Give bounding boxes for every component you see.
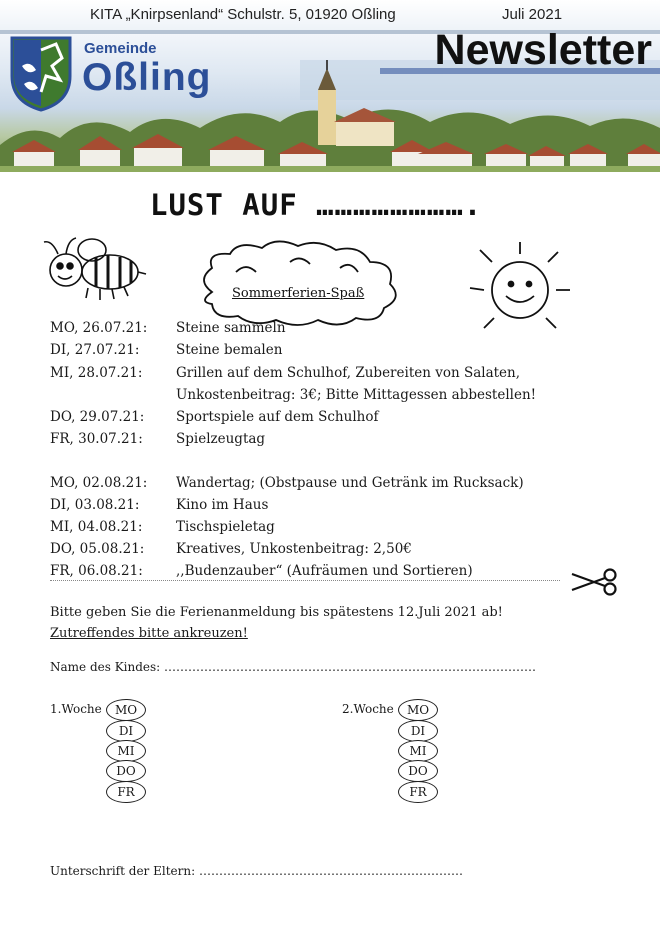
- week-1-day-do[interactable]: DO: [106, 760, 146, 782]
- schedule-day: MO, 26.07.21:: [50, 320, 148, 336]
- schedule-activity: Kreatives, Unkostenbeitrag: 2,50€: [176, 541, 412, 557]
- cut-line: [50, 580, 560, 581]
- schedule-day: MI, 04.08.21:: [50, 519, 143, 535]
- kita-address: KITA „Knirpsenland“ Schulstr. 5, 01920 Oßling: [90, 6, 396, 23]
- schedule-activity: Tischspieletag: [176, 519, 275, 535]
- parent-signature-field[interactable]: Unterschrift der Eltern: …………………………………………………………: [50, 864, 463, 878]
- town-name: Oßling: [82, 56, 212, 99]
- schedule-day: DI, 03.08.21:: [50, 497, 140, 513]
- cloud-icon: [204, 241, 396, 325]
- week-1-day-di[interactable]: DI: [106, 720, 146, 742]
- bee-icon: [44, 238, 146, 300]
- summer-fun-label: Sommerferien-Spaß: [232, 286, 365, 301]
- registration-deadline-note: Bitte geben Sie die Ferienanmeldung bis spätestens 12.Juli 2021 ab!: [50, 605, 503, 620]
- headline: LUST AUF …………………….: [150, 188, 483, 222]
- schedule-activity: Kino im Haus: [176, 497, 269, 513]
- week-2-day-mo[interactable]: MO: [398, 699, 438, 721]
- schedule-day: FR, 06.08.21:: [50, 563, 143, 579]
- week-2-label: 2.Woche: [342, 702, 394, 716]
- schedule-activity: Grillen auf dem Schulhof, Zubereiten von Salaten,: [176, 365, 521, 381]
- top-info-bar: [0, 0, 660, 30]
- week-1-day-mi[interactable]: MI: [106, 740, 146, 762]
- schedule-day: DO, 29.07.21:: [50, 409, 145, 425]
- schedule-activity: Steine sammeln: [176, 320, 286, 336]
- schedule-day: DO, 05.08.21:: [50, 541, 145, 557]
- newsletter-title: Newsletter: [434, 30, 652, 74]
- sun-icon: [470, 242, 570, 328]
- schedule-day: MI, 28.07.21:: [50, 365, 143, 381]
- schedule-activity: Sportspiele auf dem Schulhof: [176, 409, 379, 425]
- week-1-day-fr[interactable]: FR: [106, 781, 146, 803]
- schedule-activity: Wandertag; (Obstpause und Getränk im Rucksack): [176, 475, 524, 491]
- schedule-activity: Spielzeugtag: [176, 431, 266, 447]
- week-1-day-mo[interactable]: MO: [106, 699, 146, 721]
- week-2-day-fr[interactable]: FR: [398, 781, 438, 803]
- scissors-icon: [570, 568, 622, 596]
- town-crest-icon: [10, 36, 72, 112]
- week-1-label: 1.Woche: [50, 702, 102, 716]
- check-instruction: Zutreffendes bitte ankreuzen!: [50, 626, 248, 641]
- week-2-day-di[interactable]: DI: [398, 720, 438, 742]
- schedule-day: DI, 27.07.21:: [50, 342, 140, 358]
- schedule-day: FR, 30.07.21:: [50, 431, 143, 447]
- week-2-day-mi[interactable]: MI: [398, 740, 438, 762]
- issue-date: Juli 2021: [502, 6, 563, 23]
- schedule-activity: Unkostenbeitrag: 3€; Bitte Mittagessen abbestellen!: [176, 387, 537, 403]
- schedule-activity: ,,Budenzauber“ (Aufräumen und Sortieren): [176, 563, 473, 579]
- schedule-activity: Steine bemalen: [176, 342, 283, 358]
- gemeinde-label: Gemeinde: [84, 40, 157, 57]
- child-name-field[interactable]: Name des Kindes: …………………………………………………………………………………: [50, 660, 537, 674]
- week-2-day-do[interactable]: DO: [398, 760, 438, 782]
- doodle-illustrations: [0, 232, 660, 332]
- newsletter-banner: [0, 30, 660, 172]
- schedule-day: MO, 02.08.21:: [50, 475, 148, 491]
